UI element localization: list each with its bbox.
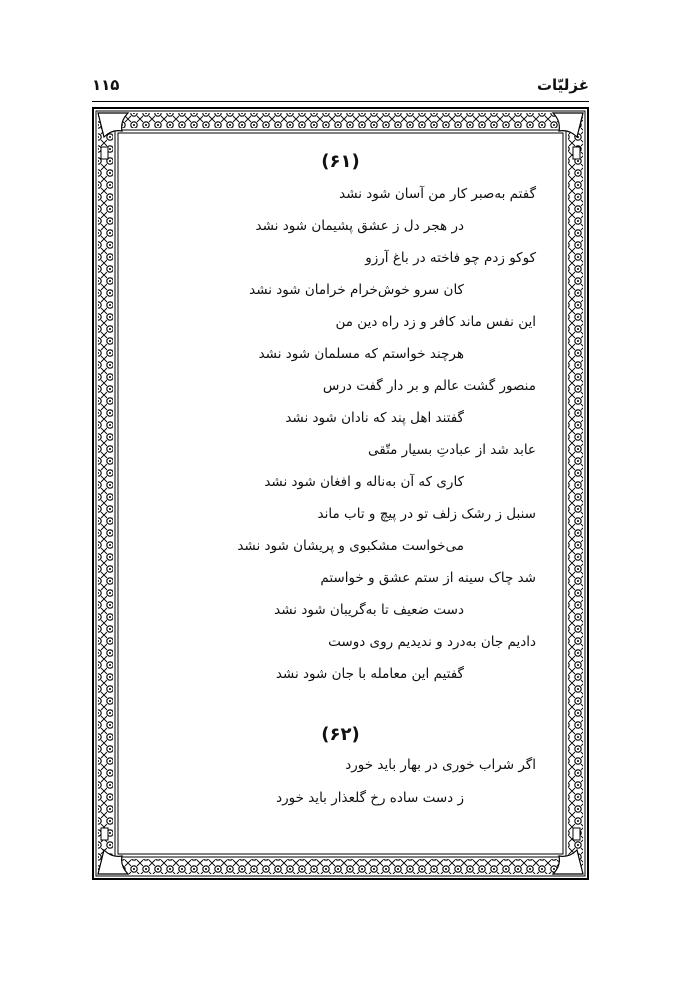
verse-line: دادیم جان به‌درد و ندیدیم روی دوست bbox=[328, 634, 536, 650]
verse-line: دست ضعیف تا به‌گریبان شود نشد bbox=[274, 602, 464, 618]
poem-number: (۶۱) bbox=[321, 151, 360, 172]
poem-body bbox=[92, 107, 589, 880]
verse-line: سنبل ز رشک زلف تو در پیچ و تاب ماند bbox=[317, 506, 536, 522]
verse-line: ز دست ساده رخ گلعذار باید خورد bbox=[276, 790, 464, 806]
header-rule bbox=[92, 101, 589, 102]
verse-line: شد چاک سینه از ستم عشق و خواستم bbox=[320, 570, 536, 586]
verse-line: عابد شد از عبادتِ بسیار متّقی bbox=[368, 442, 536, 458]
verse-line: گفتیم این معامله با جان شود نشد bbox=[275, 666, 464, 682]
poem-number: (۶۲) bbox=[321, 724, 360, 745]
verse-line: کوکو زدم چو فاخته در باغ آرزو bbox=[365, 250, 536, 266]
verse-line: اگر شراب خوری در بهار باید خورد bbox=[345, 757, 536, 773]
verse-line: این نفس ماند کافر و زد راه دین من bbox=[335, 314, 536, 330]
page-header bbox=[92, 76, 589, 98]
verse-line: گفتند اهل پند که نادان شود نشد bbox=[285, 410, 464, 426]
verse-line: کان سرو خوش‌خرام خرامان شود نشد bbox=[249, 282, 464, 298]
page-number: ۱۱۵ bbox=[92, 76, 120, 94]
running-title: غزلیّات bbox=[536, 76, 589, 94]
verse-line: کاری که آن به‌ناله و افغان شود نشد bbox=[264, 474, 464, 490]
verse-line: گفتم به‌صبر کار من آسان شود نشد bbox=[339, 186, 536, 202]
verse-line: منصور گشت عالم و بر دار گفت درس bbox=[322, 378, 536, 394]
verse-line: می‌خواست مشکبوی و پریشان شود نشد bbox=[237, 538, 464, 554]
verse-line: در هجر دل ز عشق پشیمان شود نشد bbox=[255, 218, 464, 234]
verse-line: هرچند خواستم که مسلمان شود نشد bbox=[258, 346, 464, 362]
